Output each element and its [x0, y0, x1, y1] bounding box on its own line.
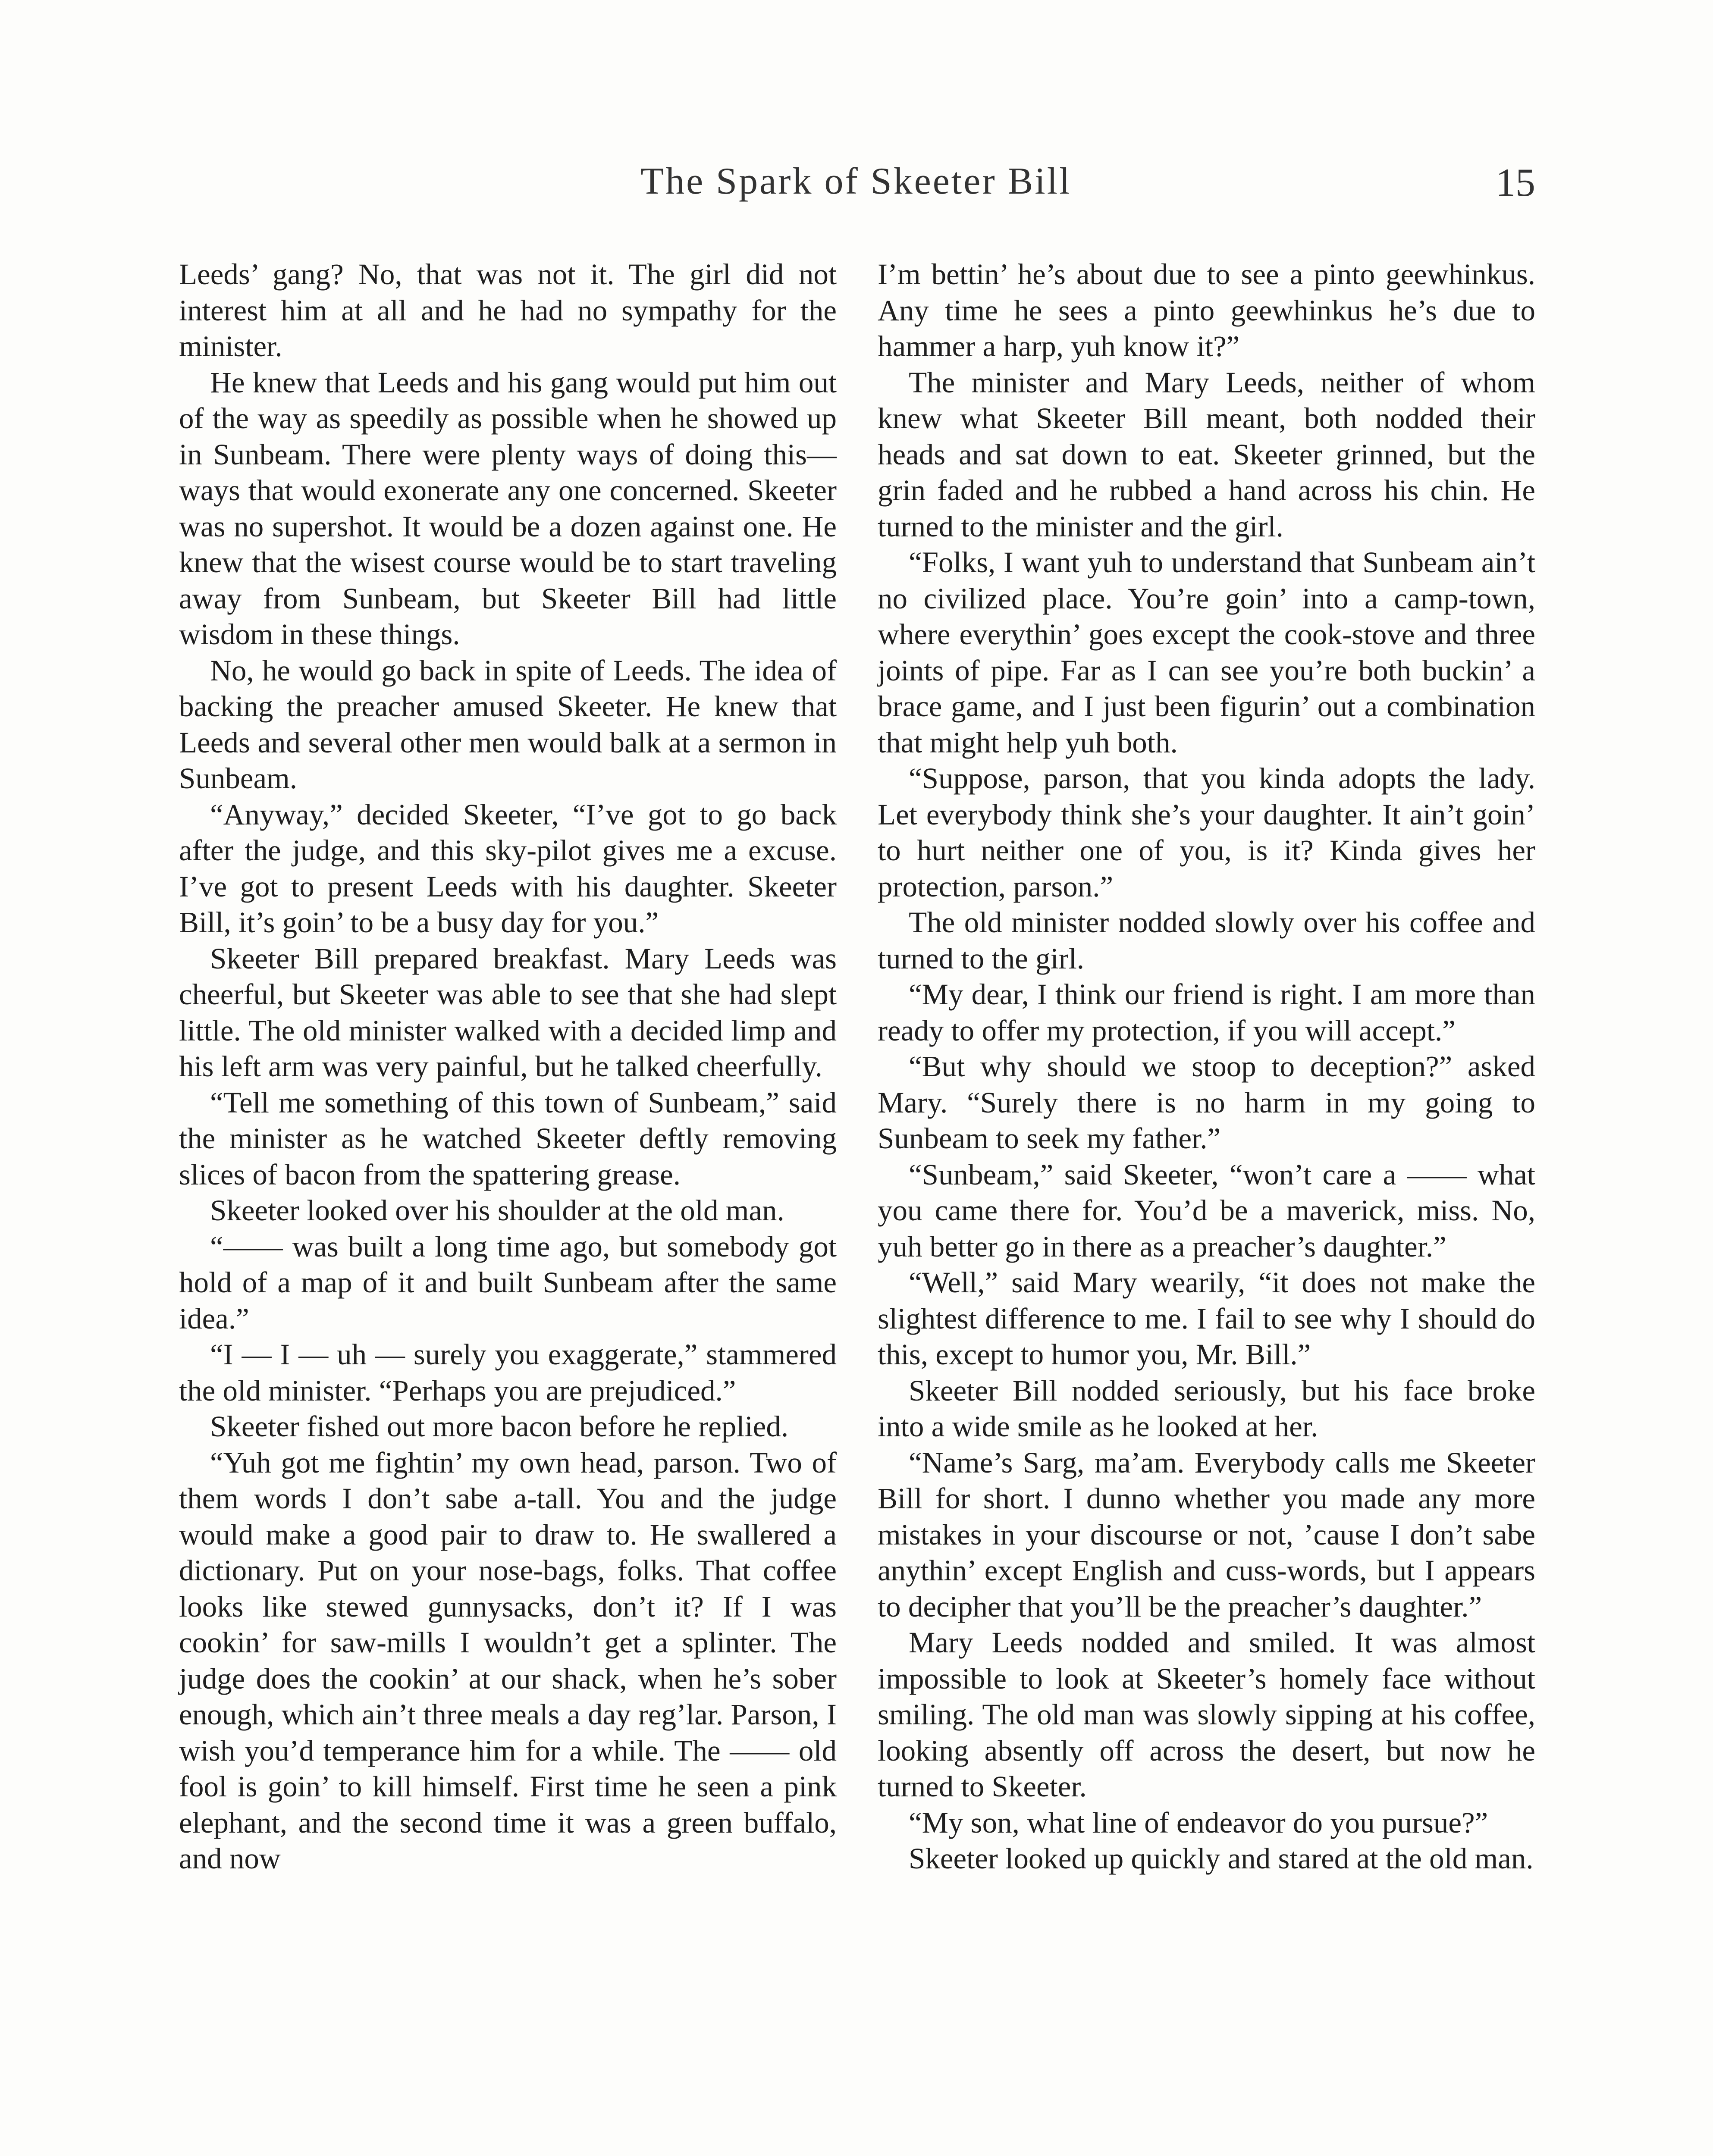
paragraph: The old minister nodded slowly over his coffee and turned to the girl. — [878, 906, 1535, 975]
paragraph: Skeeter Bill nodded seriously, but his face broke into a wide smile as he looked at her. — [878, 1374, 1535, 1443]
paragraph: “Folks, I want yuh to understand that Sunbeam ain’t no civilized place. You’re goin’ into a camp-town, where everythin’ goes except the cook-stove and three joints of pipe. Far as I can see you’re both buckin’ a brace game, and I just been figurin’ out a combination that might help yuh both. — [878, 546, 1535, 759]
paragraph: Mary Leeds nodded and smiled. It was almost impossible to look at Skeeter’s homely face without smiling. The old man was slowly sipping at his coffee, looking absently off across the desert, but now he turned to Skeeter. — [878, 1626, 1535, 1803]
paragraph: He knew that Leeds and his gang would put him out of the way as speedily as possible when he showed up in Sunbeam. There were plenty ways of doing this—ways that would exonerate any one concerned. Skeeter was no supershot. It would be a dozen against one. He knew that the wisest course would be to start traveling away from Sunbeam, but Skeeter Bill had little wisdom in these things. — [179, 366, 837, 651]
paragraph: Leeds’ gang? No, that was not it. The girl did not interest him at all and he had no sympathy for the minister. — [179, 258, 837, 363]
left-column — [179, 257, 837, 1877]
paragraph: “Well,” said Mary wearily, “it does not make the slightest difference to me. I fail to see why I should do this, except to humor you, Mr. Bill.” — [878, 1266, 1535, 1371]
paragraph: Skeeter looked up quickly and stared at the old man. — [909, 1842, 1534, 1875]
running-title: The Spark of Skeeter Bill — [640, 160, 1072, 202]
paragraph: Skeeter Bill prepared breakfast. Mary Leeds was cheerful, but Skeeter was able to see that she had slept little. The old minister walked with a decided limp and his left arm was very painful, but he talked cheerfully. — [179, 942, 837, 1083]
running-head — [177, 160, 1535, 216]
paragraph: “Yuh got me fightin’ my own head, parson. Two of them words I don’t sabe a-tall. You and the judge would make a good pair to draw to. He swallered a dictionary. Put on your nose-bags, folks. That coffee looks like stewed gunnysacks, don’t it? If I was cookin’ for saw-mills I wouldn’t get a splinter. The judge does the cookin’ at our shack, when he’s sober enough, which ain’t three meals a day reg’lar. Parson, I wish you’d temperance him for a while. The —— old fool is goin’ to kill himself. First time he seen a pink elephant, and the second time it was a green buffalo, and now — [179, 1446, 837, 1875]
paragraph: “—— was built a long time ago, but somebody got hold of a map of it and built Sunbeam after the same idea.” — [179, 1230, 837, 1335]
paragraph: “I — I — uh — surely you exaggerate,” stammered the old minister. “Perhaps you are prejudiced.” — [179, 1338, 837, 1407]
paragraph: “But why should we stoop to deception?” asked Mary. “Surely there is no harm in my going to Sunbeam to seek my father.” — [878, 1050, 1535, 1155]
paragraph: Skeeter fished out more bacon before he replied. — [210, 1410, 789, 1443]
paragraph: “Tell me something of this town of Sunbeam,” said the minister as he watched Skeeter deftly removing slices of bacon from the spattering grease. — [179, 1086, 837, 1191]
paragraph: “Sunbeam,” said Skeeter, “won’t care a —— what you came there for. You’d be a maverick, miss. No, yuh better go in there as a preacher’s daughter.” — [878, 1158, 1535, 1263]
paragraph: Skeeter looked over his shoulder at the old man. — [210, 1194, 784, 1227]
right-column — [878, 257, 1535, 1877]
paragraph: “Suppose, parson, that you kinda adopts the lady. Let everybody think she’s your daughter. It ain’t goin’ to hurt neither one of you, is it? Kinda gives her protection, parson.” — [878, 762, 1535, 903]
paragraph: The minister and Mary Leeds, neither of whom knew what Skeeter Bill meant, both nodded their heads and sat down to eat. Skeeter grinned, but the grin faded and he rubbed a hand across his chin. He turned to the minister and the girl. — [878, 366, 1535, 543]
paragraph: No, he would go back in spite of Leeds. The idea of backing the preacher amused Skeeter. He knew that Leeds and several other men would balk at a sermon in Sunbeam. — [179, 654, 837, 795]
paragraph: I’m bettin’ he’s about due to see a pinto geewhinkus. Any time he sees a pinto geewhinkus he’s due to hammer a harp, yuh know it?” — [878, 258, 1535, 363]
paragraph: “Anyway,” decided Skeeter, “I’ve got to go back after the judge, and this sky-pilot gives me a excuse. I’ve got to present Leeds with his daughter. Skeeter Bill, it’s goin’ to be a busy day for you.” — [179, 798, 837, 939]
paragraph: “Name’s Sarg, ma’am. Everybody calls me Skeeter Bill for short. I dunno whether you made any more mistakes in your discourse or not, ’cause I don’t sabe anythin’ except English and cuss-words, but I appears to decipher that you’ll be the preacher’s daughter.” — [878, 1446, 1535, 1623]
page-number: 15 — [1496, 160, 1535, 204]
paragraph: “My dear, I think our friend is right. I am more than ready to offer my protection, if you will accept.” — [878, 978, 1535, 1047]
paragraph: “My son, what line of endeavor do you pursue?” — [909, 1806, 1488, 1839]
